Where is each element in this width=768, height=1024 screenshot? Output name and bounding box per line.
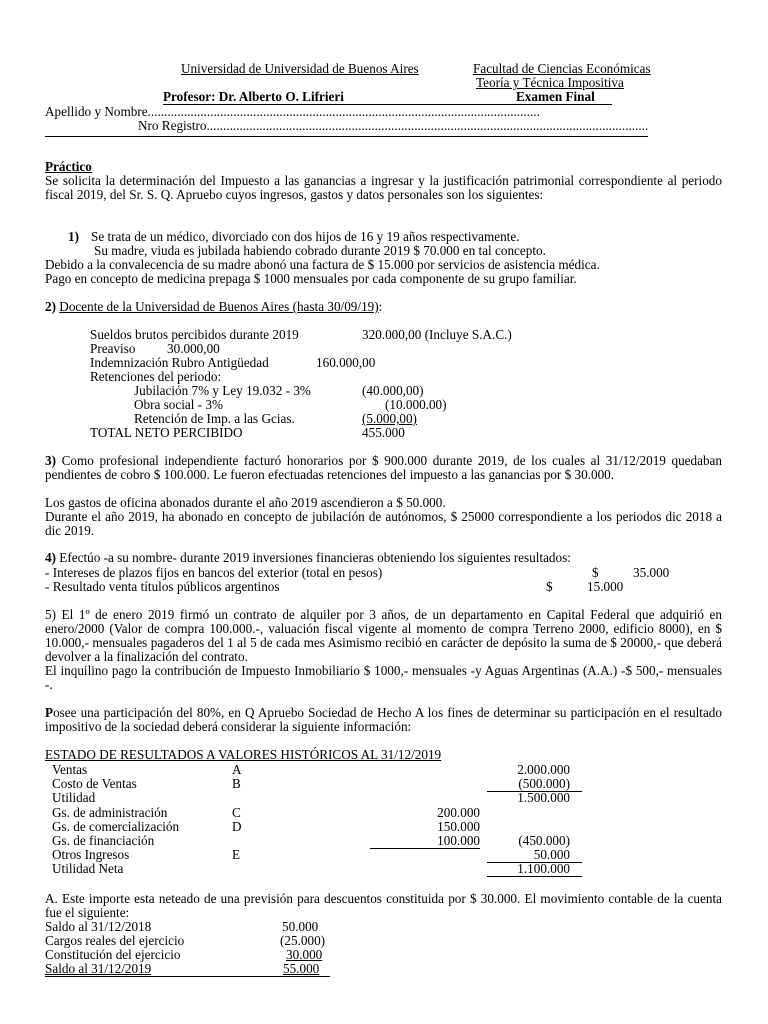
estado-row-ref: D (232, 819, 242, 834)
estado-rule (370, 848, 480, 849)
estado-row-label: Utilidad (52, 790, 96, 805)
item5-para1: 5) El 1º de enero 2019 firmó un contrato de alquiler por 3 años, de un departamento en Capital Federal que adquirió en enero/2000 (Valor de compra 100.000.-, valuación fiscal vigente al momento de compra Terreno 2000, edificio 8000), en $ 10.000,- mensuales pagaderos del 1 al 5 de cada mes Asimismo recibió en carácter de depósito la suma de $ 20000,- que deberá devolver a la finalización del contrato. (45, 607, 722, 664)
item6-para (45, 706, 722, 734)
estado-row-label: Ventas (52, 762, 88, 777)
estado-row-label: Utilidad Neta (52, 861, 124, 876)
item6-bold-letter: P (45, 705, 54, 720)
item2-colon: : (378, 299, 383, 314)
item3-number: 3) (45, 453, 56, 468)
estado-row-ref: B (232, 776, 241, 791)
estado-row-mid: 100.000 (437, 833, 480, 848)
item1-line2: Su madre, viuda es jubilada habiendo cobrado durante 2019 $ 70.000 en tal concepto. (94, 243, 546, 258)
item3-text: Como profesional independiente facturó honorarios por $ 900.000 durante 2019, de los cuales al 31/12/2019 quedaban pendientes de cobro $ 100.000. Le fueron efectuadas retenciones del impuesto a las ganancias por $ 30.000. (45, 453, 723, 482)
professor-name: Profesor: Dr. Alberto O. Lifrieri (163, 89, 344, 104)
item5-para2: El inquilino pago la contribución de Impuesto Inmobiliario $ 1000,- mensuales -y Aguas Argentinas (A.A.) -$ 500,- mensuales -. (45, 663, 722, 692)
item6-text: osee una participación del 80%, en Q Apruebo Sociedad de Hecho A los fines de determinar su participación en el resultado impositivo de la sociedad deberá considerar la siguiente información: (45, 705, 722, 734)
estado-row-right: 1.500.000 (517, 790, 570, 805)
note-a-underline (45, 976, 330, 977)
note-a-row-label: Saldo al 31/12/2018 (45, 919, 152, 934)
note-a-row-label: Constitución del ejercicio (45, 947, 181, 962)
subject-name: Teoría y Técnica Impositiva (476, 75, 624, 90)
practico-title: Práctico (45, 159, 92, 174)
item3-para1 (45, 454, 722, 482)
estado-row-right: (500.000) (518, 776, 570, 791)
estado-row-ref: A (232, 762, 242, 777)
estado-row-mid: 200.000 (437, 805, 480, 820)
note-a-para: A. Este importe esta neteado de una previsión para descuentos constituida por $ 30.000. El movimiento contable de la cuenta fue el siguiente: (45, 891, 722, 920)
item4-line2-currency: $ (546, 579, 553, 594)
item3-para2: Los gastos de oficina abonados durante el año 2019 ascendieron a $ 50.000. (45, 495, 446, 510)
item2-row-value: 160.000,00 (316, 355, 376, 370)
item3-para3: Durante el año 2019, ha abonado en concepto de jubilación de autónomos, $ 25000 correspondiente a los periodos dic 2018 a dic 2019. (45, 509, 722, 538)
total-neto-value: 455.000 (362, 425, 405, 440)
note-a-row-value: 55.000 (283, 961, 320, 976)
item4-line1-currency: $ (592, 565, 599, 580)
item2-row-label: Preaviso (90, 341, 136, 356)
estado-row-ref: C (232, 805, 241, 820)
estado-row-right: (450.000) (518, 833, 570, 848)
retencion-label: Obra social - 3% (134, 397, 223, 412)
item4-line1-value: 35.000 (633, 565, 670, 580)
item4-line2-label: - Resultado venta títulos públicos argentinos (45, 579, 280, 594)
note-a-row-label: Saldo al 31/12/2019 (45, 961, 152, 976)
item4-line2-value: 15.000 (587, 579, 624, 594)
university-name: Universidad de Universidad de Buenos Aires (181, 61, 419, 76)
faculty-name: Facultad de Ciencias Económicas (473, 61, 651, 76)
estado-title: ESTADO DE RESULTADOS A VALORES HISTÓRICOS AL 31/12/2019 (45, 747, 442, 762)
retencion-label: Jubilación 7% y Ley 19.032 - 3% (134, 383, 311, 398)
estado-row-right: 50.000 (533, 847, 570, 862)
note-a-row-value: 50.000 (282, 919, 319, 934)
item4-line1-label: - Intereses de plazos fijos en bancos del exterior (total en pesos) (45, 565, 383, 580)
estado-row-label: Gs. de administración (52, 805, 168, 820)
item1-line4: Pago en concepto de medicina prepaga $ 1000 mensuales por cada componente de su grupo familiar. (45, 271, 577, 286)
item4-number: 4) (45, 550, 56, 565)
estado-row-ref: E (232, 847, 241, 862)
item2-title: Docente de la Universidad de Buenos Aires (hasta 30/09/19) (59, 299, 379, 314)
item1-number: 1) (68, 229, 79, 244)
item1-line3: Debido a la convalecencia de su madre abonó una factura de $ 15.000 por servicios de asistencia médica. (45, 257, 600, 272)
name-field: Apellido y Nombre....................................................................................................................... (45, 104, 540, 119)
item2-number: 2) (45, 299, 56, 314)
item2-row-value: 30.000,00 (167, 341, 220, 356)
estado-row-label: Gs. de financiación (52, 833, 155, 848)
note-a-row-value: (25.000) (280, 933, 326, 948)
total-neto-label: TOTAL NETO PERCIBIDO (90, 425, 243, 440)
estado-row-label: Costo de Ventas (52, 776, 137, 791)
item2-row-label: Indemnización Rubro Antigüedad (90, 355, 269, 370)
estado-row-label: Otros Ingresos (52, 847, 130, 862)
item2-row-label: Sueldos brutos percibidos durante 2019 (90, 327, 299, 342)
item2-row-value: 320.000,00 (Incluye S.A.C.) (362, 327, 512, 342)
retencion-value: (40.000,00) (362, 383, 424, 398)
estado-rule (487, 876, 582, 877)
estado-row-right: 2.000.000 (517, 762, 570, 777)
estado-row-mid: 150.000 (437, 819, 480, 834)
estado-row-right: 1.100.000 (517, 861, 570, 876)
retencion-value: (5.000,00) (362, 411, 417, 426)
item1-line1: Se trata de un médico, divorciado con dos hijos de 16 y 19 años respectivamente. (91, 229, 520, 244)
exam-title: Examen Final (516, 89, 595, 104)
note-a-row-value: 30.000 (286, 947, 323, 962)
retencion-label: Retención de Imp. a las Gcias. (134, 411, 295, 426)
note-a-row-label: Cargos reales del ejercicio (45, 933, 185, 948)
retencion-value: (10.000.00) (385, 397, 447, 412)
item2-row-label: Retenciones del periodo: (90, 369, 222, 384)
estado-row-label: Gs. de comercialización (52, 819, 180, 834)
item4-intro: Efectúo -a su nombre- durante 2019 inversiones financieras obteniendo los siguientes resultados: (59, 550, 571, 565)
header-separator (45, 136, 648, 137)
registro-field: Nro Registro...................................................................................................................................... (138, 118, 649, 133)
practico-intro: Se solicita la determinación del Impuesto a las ganancias a ingresar y la justificación patrimonial correspondiente al periodo fiscal 2019, del Sr. S. Q. Apruebo cuyos ingresos, gastos y datos personales son los siguientes: (45, 173, 722, 202)
